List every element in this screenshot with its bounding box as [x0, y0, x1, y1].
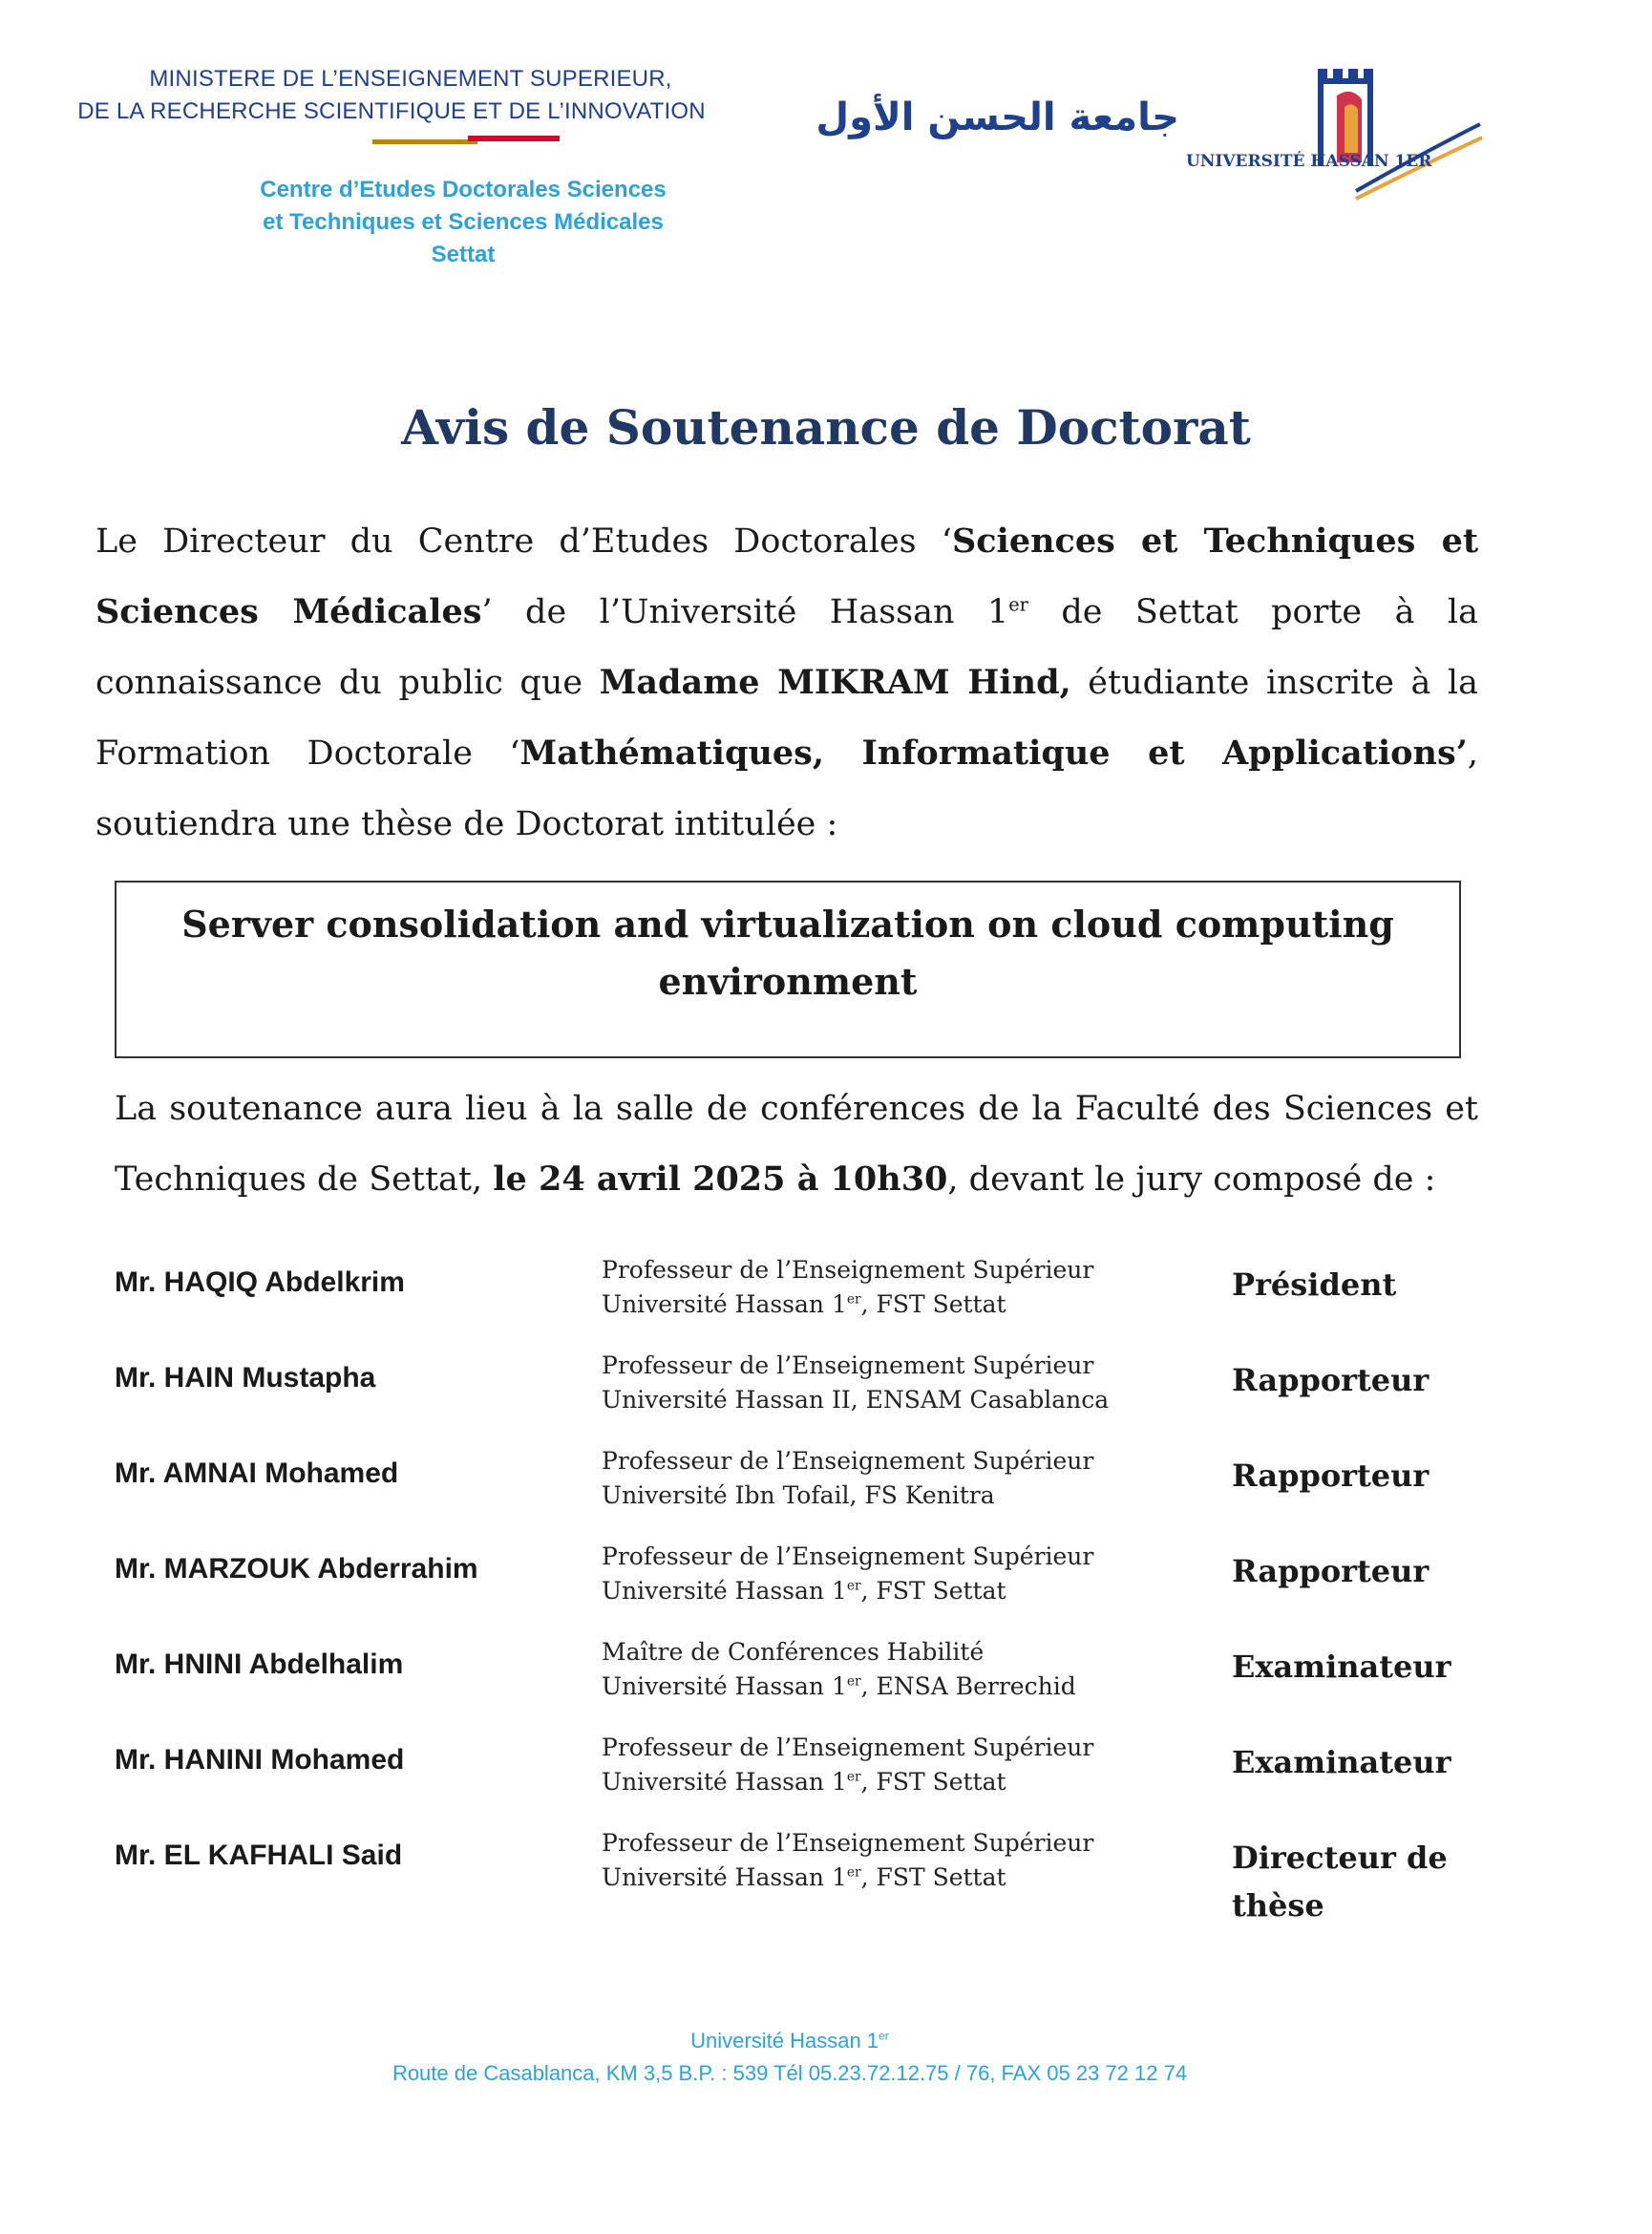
venue-text-2: , devant le jury composé de : [947, 1160, 1436, 1199]
jury-member-affiliation [602, 1540, 1093, 1608]
jury-row [115, 1444, 1490, 1540]
jury-member-role: Directeur de thèse [1232, 1840, 1448, 1924]
jury-member-name: Mr. HANINI Mohamed [115, 1744, 405, 1776]
jury-member-institution: Université Hassan 1er, ENSA Berrechid [602, 1672, 1076, 1700]
jury-member-role: Président [1232, 1266, 1397, 1303]
jury-member-affiliation [602, 1635, 1076, 1704]
jury-member-institution: Université Hassan 1er, FST Settat [602, 1290, 1006, 1318]
jury-member-name: Mr. MARZOUK Abderrahim [115, 1553, 478, 1585]
logo-latin-text: UNIVERSITÉ HASSAN 1ER [1186, 152, 1432, 171]
logo-arabic-text: جامعة الحسن الأول [815, 96, 1179, 139]
jury-member-title: Professeur de l’Enseignement Supérieur [602, 1543, 1094, 1570]
jury-row [115, 1731, 1490, 1826]
intro-superscript: er [1008, 593, 1028, 616]
cedoc-line-3: Settat [431, 242, 496, 267]
jury-member-institution: Université Hassan II, ENSAM Casablanca [602, 1386, 1110, 1414]
jury-member-role: Rapporteur [1232, 1362, 1430, 1398]
venue-text-1: La soutenance aura lieu à la salle de conférences de la Faculté des Sciences et Techniques de Settat, [115, 1090, 1478, 1199]
ministry-line-2: DE LA RECHERCHE SCIENTIFIQUE ET DE L’INNOVATION [77, 98, 706, 124]
defense-date: le 24 avril 2025 à 10h30 [493, 1160, 948, 1199]
intro-text-3: de Settat porte à la connaissance du public que [95, 593, 1478, 702]
jury-row [115, 1540, 1490, 1635]
thesis-title-box [115, 881, 1461, 1058]
ministry-line-1: MINISTERE DE L’ENSEIGNEMENT SUPERIEUR, [149, 66, 672, 92]
jury-member-title: Maître de Conférences Habilité [602, 1638, 985, 1666]
intro-text-5: , soutiendra une thèse de Doctorat intitulée : [95, 734, 1478, 843]
flag-bar [372, 136, 560, 145]
jury-member-title: Professeur de l’Enseignement Supérieur [602, 1829, 1094, 1857]
intro-cedoc-name: Sciences et Techniques et Sciences Médicales [95, 521, 1479, 631]
jury-member-affiliation [602, 1349, 1109, 1417]
jury-member-affiliation [602, 1253, 1093, 1322]
jury-member-name: Mr. HAQIQ Abdelkrim [115, 1266, 405, 1298]
jury-member-affiliation [602, 1731, 1093, 1799]
intro-paragraph [95, 506, 1478, 860]
jury-row [115, 1826, 1490, 1922]
jury-member-institution: Université Hassan 1er, FST Settat [602, 1863, 1006, 1891]
jury-member-name: Mr. AMNAI Mohamed [115, 1457, 399, 1489]
jury-member-institution: Université Hassan 1er, FST Settat [602, 1577, 1006, 1605]
ministry-header [77, 63, 716, 128]
intro-text-1: Le Directeur du Centre d’Etudes Doctorales ‘ [95, 522, 952, 561]
jury-member-role: Rapporteur [1232, 1457, 1430, 1494]
flag-red-stripe [468, 136, 560, 141]
jury-row [115, 1349, 1490, 1444]
jury-member-role: Rapporteur [1232, 1553, 1430, 1589]
jury-member-role: Examinateur [1232, 1649, 1451, 1685]
intro-text-2: ’ de l’Université Hassan 1 [481, 593, 1009, 631]
page-footer [0, 2025, 1579, 2090]
jury-member-institution: Université Hassan 1er, FST Settat [602, 1768, 1006, 1796]
intro-text-4: étudiante inscrite à la Formation Doctorale ‘ [95, 664, 1478, 773]
candidate-name: Madame MIKRAM Hind, [599, 663, 1071, 702]
flag-gold-stripe [372, 139, 477, 144]
jury-row [115, 1253, 1490, 1349]
university-logo-graphic [815, 57, 1490, 210]
jury-member-title: Professeur de l’Enseignement Supérieur [602, 1256, 1094, 1284]
cedoc-line-1: Centre d’Etudes Doctorales Sciences [260, 177, 667, 202]
jury-member-name: Mr. EL KAFHALI Said [115, 1840, 403, 1871]
jury-member-affiliation [602, 1444, 1093, 1513]
venue-paragraph [115, 1074, 1478, 1215]
jury-member-name: Mr. HAIN Mustapha [115, 1362, 376, 1394]
jury-member-title: Professeur de l’Enseignement Supérieur [602, 1351, 1094, 1379]
jury-member-role: Examinateur [1232, 1744, 1451, 1780]
thesis-title: Server consolidation and virtualization on cloud computing environment [181, 903, 1394, 1003]
footer-university: Université Hassan 1er [690, 2029, 889, 2053]
jury-list [115, 1253, 1490, 1922]
footer-address: Route de Casablanca, KM 3,5 B.P. : 539 Tél 05.23.72.12.75 / 76, FAX 05 23 72 12 74 [392, 2061, 1188, 2085]
jury-member-title: Professeur de l’Enseignement Supérieur [602, 1447, 1094, 1475]
page-title: Avis de Soutenance de Doctorat [401, 399, 1251, 456]
jury-row [115, 1635, 1490, 1731]
cedoc-header [220, 174, 707, 271]
jury-member-affiliation [602, 1826, 1093, 1895]
jury-member-name: Mr. HNINI Abdelhalim [115, 1649, 404, 1680]
jury-member-title: Professeur de l’Enseignement Supérieur [602, 1734, 1094, 1761]
university-logo [815, 57, 1490, 210]
formation-name: Mathématiques, Informatique et Applications’ [519, 734, 1468, 773]
jury-member-institution: Université Ibn Tofail, FS Kenitra [602, 1481, 995, 1509]
cedoc-line-2: et Techniques et Sciences Médicales [263, 209, 664, 235]
